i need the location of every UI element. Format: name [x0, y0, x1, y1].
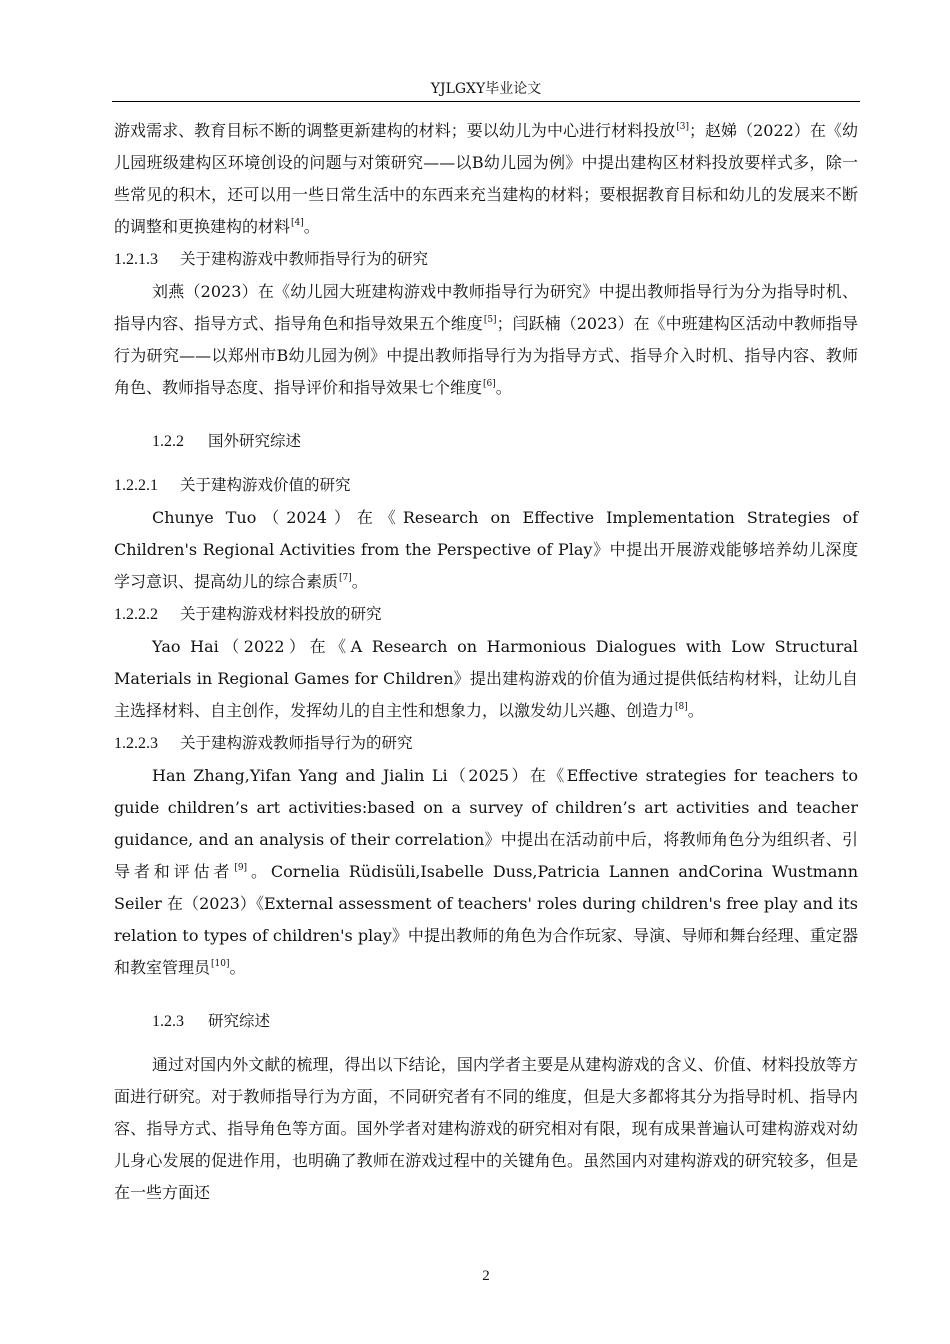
- paragraph-materials-cont: 游戏需求、教育目标不断的调整更新建构的材料；要以幼儿为中心进行材料投放[3]；赵娣（2022）在《幼儿园班级建构区环境创设的问题与对策研究——以B幼儿园为例》中提出建构区材料投放要样式多，除一些常见的积木，还可以用一些日常生活中的东西来充当建构的材料；要根据教育目标和幼儿的发展来不断的调整和更换建构的材料[4]。: [114, 121, 858, 236]
- citation: [5]: [483, 315, 497, 325]
- citation: [7]: [339, 573, 352, 583]
- header-rule: [112, 101, 860, 102]
- running-header: YJLGXY毕业论文: [430, 81, 542, 97]
- paragraph-teacher-roles: Han Zhang,Yifan Yang and Jialin Li（2025）在《Effective strategies for teachers to guide children’s art activities:based on a survey of children’s art activities and teacher guidance, and an analysis of their correlation》中提出在活动前中后，将教师角色分为组织者、引导者和评估者[9]。Cornelia Rüdisüli,Isabelle Duss,Patricia Lannen andCorina Wustmann Seiler 在（2023）《External assessment of teachers' roles during children's free play and its relation to types of children's play》中提出教师的角色为合作玩家、导演、导师和舞台经理、重定器和教室管理员[10]。: [114, 766, 858, 977]
- section-heading-1-2-3: 1.2.3 研究综述: [152, 1012, 271, 1030]
- citation: [8]: [675, 702, 688, 712]
- section-heading-1-2-1-3: 1.2.1.3 关于建构游戏中教师指导行为的研究: [114, 250, 429, 268]
- section-heading-1-2-2: 1.2.2 国外研究综述: [152, 432, 302, 450]
- paragraph-summary: 通过对国内外文献的梳理，得出以下结论，国内学者主要是从建构游戏的含义、价值、材料投放等方面进行研究。对于教师指导行为方面，不同研究者有不同的维度，但是大多都将其分为指导时机、指导内容、指导方式、指导角色等方面。国外学者对建构游戏的研究相对有限，现有成果普遍认可建构游戏对幼儿身心发展的促进作用，也明确了教师在游戏过程中的关键角色。虽然国内对建构游戏的研究较多，但是在一些方面还: [114, 1055, 858, 1202]
- paragraph-low-structure-materials: Yao Hai（2022）在《A Research on Harmonious Dialogues with Low Structural Materials in Regional Games for Children》提出建构游戏的价值为通过提供低结构材料，让幼儿自主选择材料、自主创作，发挥幼儿的自主性和想象力，以激发幼儿兴趣、创造力[8]。: [114, 637, 858, 720]
- paragraph-play-value: Chunye Tuo（2024）在《Research on Effective Implementation Strategies of Children's Regional Activities from the Perspective of Play》中提出开展游戏能够培养幼儿深度学习意识、提高幼儿的综合素质[7]。: [114, 508, 858, 591]
- citation: [3]: [676, 122, 689, 132]
- citation: [6]: [483, 379, 496, 389]
- page-number: 2: [482, 1268, 490, 1284]
- citation: [10]: [211, 959, 230, 969]
- paragraph-teacher-guidance: 刘燕（2023）在《幼儿园大班建构游戏中教师指导行为研究》中提出教师指导行为分为指导时机、指导内容、指导方式、指导角色和指导效果五个维度[5]；闫跃楠（2023）在《中班建构区活动中教师指导行为研究——以郑州市B幼儿园为例》中提出教师指导行为为指导方式、指导介入时机、指导内容、教师角色、教师指导态度、指导评价和指导效果七个维度[6]。: [114, 282, 858, 397]
- page-content: [114, 115, 858, 1209]
- section-heading-1-2-2-1: 1.2.2.1 关于建构游戏价值的研究: [114, 476, 351, 494]
- citation: [4]: [291, 218, 304, 228]
- section-heading-1-2-2-3: 1.2.2.3 关于建构游戏教师指导行为的研究: [114, 734, 413, 752]
- section-heading-1-2-2-2: 1.2.2.2 关于建构游戏材料投放的研究: [114, 605, 382, 623]
- citation: [9]: [234, 863, 248, 873]
